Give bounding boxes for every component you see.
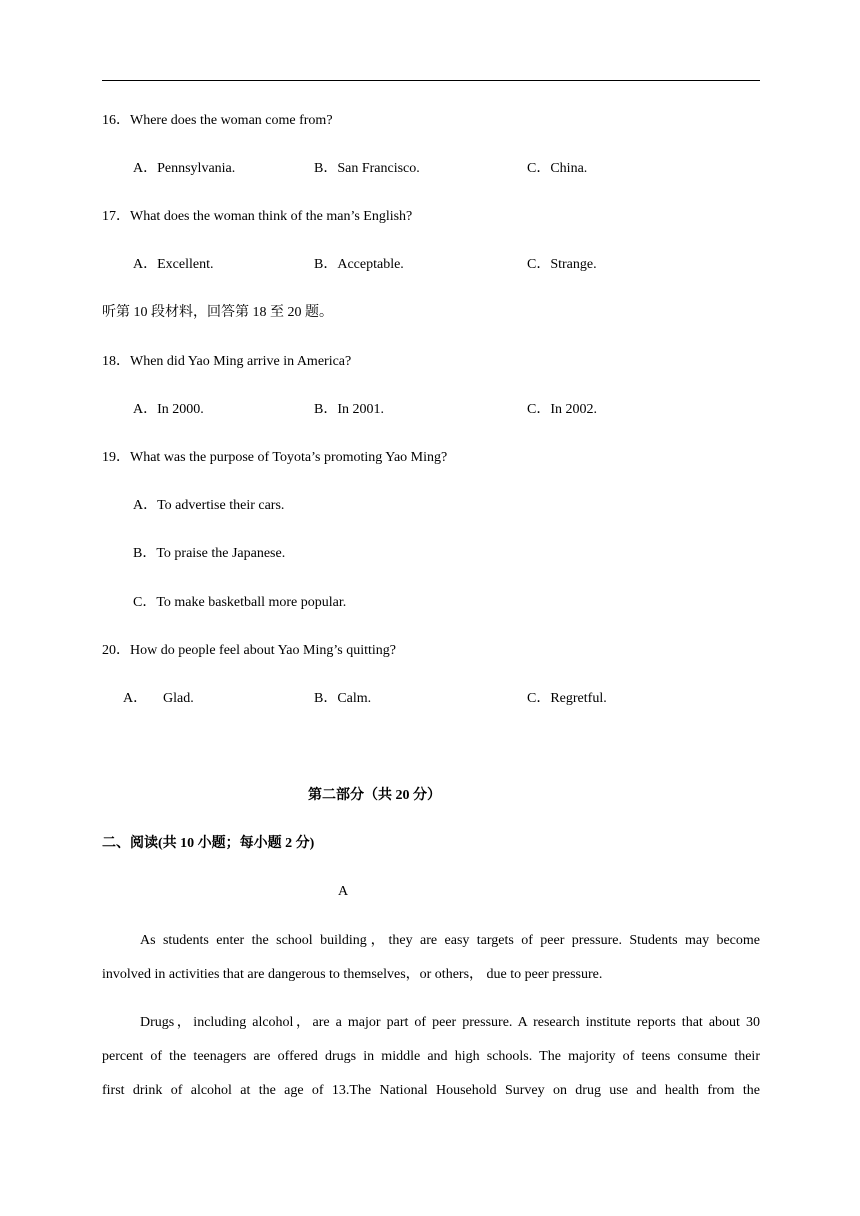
question-18-option-a: A．In 2000. [133,402,204,417]
paragraph-2-line-2-wrap [102,1048,760,1066]
question-19-option-c: C．To make basketball more popular. [133,595,347,610]
passage-paragraph-1 [102,932,760,950]
part-two-title: 第二部分（共 20 分） [308,788,441,803]
paragraph-2-line-2: percent of the teenagers are offered drugs in middle and high schools. The majority of teens consume their [102,1049,760,1064]
question-18-option-c: C．In 2002. [527,402,597,417]
listening-instruction: 听第 10 段材料，回答第 18 至 20 题。 [102,305,333,320]
question-19-option-b: B．To praise the Japanese. [133,546,286,561]
reading-section-heading: 二、阅读(共 10 小题；每小题 2 分) [102,836,315,851]
question-17-option-c: C．Strange. [527,257,597,272]
question-19-option-a: A．To advertise their cars. [133,498,285,513]
question-16-option-b: B．San Francisco. [314,161,420,176]
question-18-option-b: B．In 2001. [314,402,384,417]
question-18-stem: 18．When did Yao Ming arrive in America? [102,354,352,369]
header-rule [102,80,760,81]
question-16-option-a: A．Pennsylvania. [133,161,236,176]
paragraph-2-line-3: first drink of alcohol at the age of 13.The National Household Survey on drug use and health from the [102,1083,760,1098]
question-20-stem: 20．How do people feel about Yao Ming’s quitting? [102,643,396,658]
question-20-option-b: B．Calm. [314,691,372,706]
paragraph-2-line-3-wrap [102,1082,760,1100]
question-19-stem: 19．What was the purpose of Toyota’s promoting Yao Ming? [102,450,448,465]
passage-paragraph-2 [102,1014,760,1032]
question-20-option-c: C．Regretful. [527,691,607,706]
question-20-option-a-text: Glad. [163,691,194,706]
paragraph-1-line-1: As students enter the school building，they are easy targets of peer pressure. Students may become [140,933,760,948]
question-20-option-a-letter: A． [123,691,148,706]
question-17-stem: 17．What does the woman think of the man’s English? [102,209,413,224]
question-17-option-b: B．Acceptable. [314,257,404,272]
question-16-option-c: C．China. [527,161,588,176]
paragraph-1-line-2: involved in activities that are dangerous to themselves，or others， due to peer pressure. [102,967,603,982]
question-16-stem: 16．Where does the woman come from? [102,113,333,128]
passage-label: A [338,884,349,899]
paragraph-2-line-1: Drugs，including alcohol，are a major part of peer pressure. A research institute reports that about 30 [140,1015,760,1030]
question-17-option-a: A．Excellent. [133,257,214,272]
